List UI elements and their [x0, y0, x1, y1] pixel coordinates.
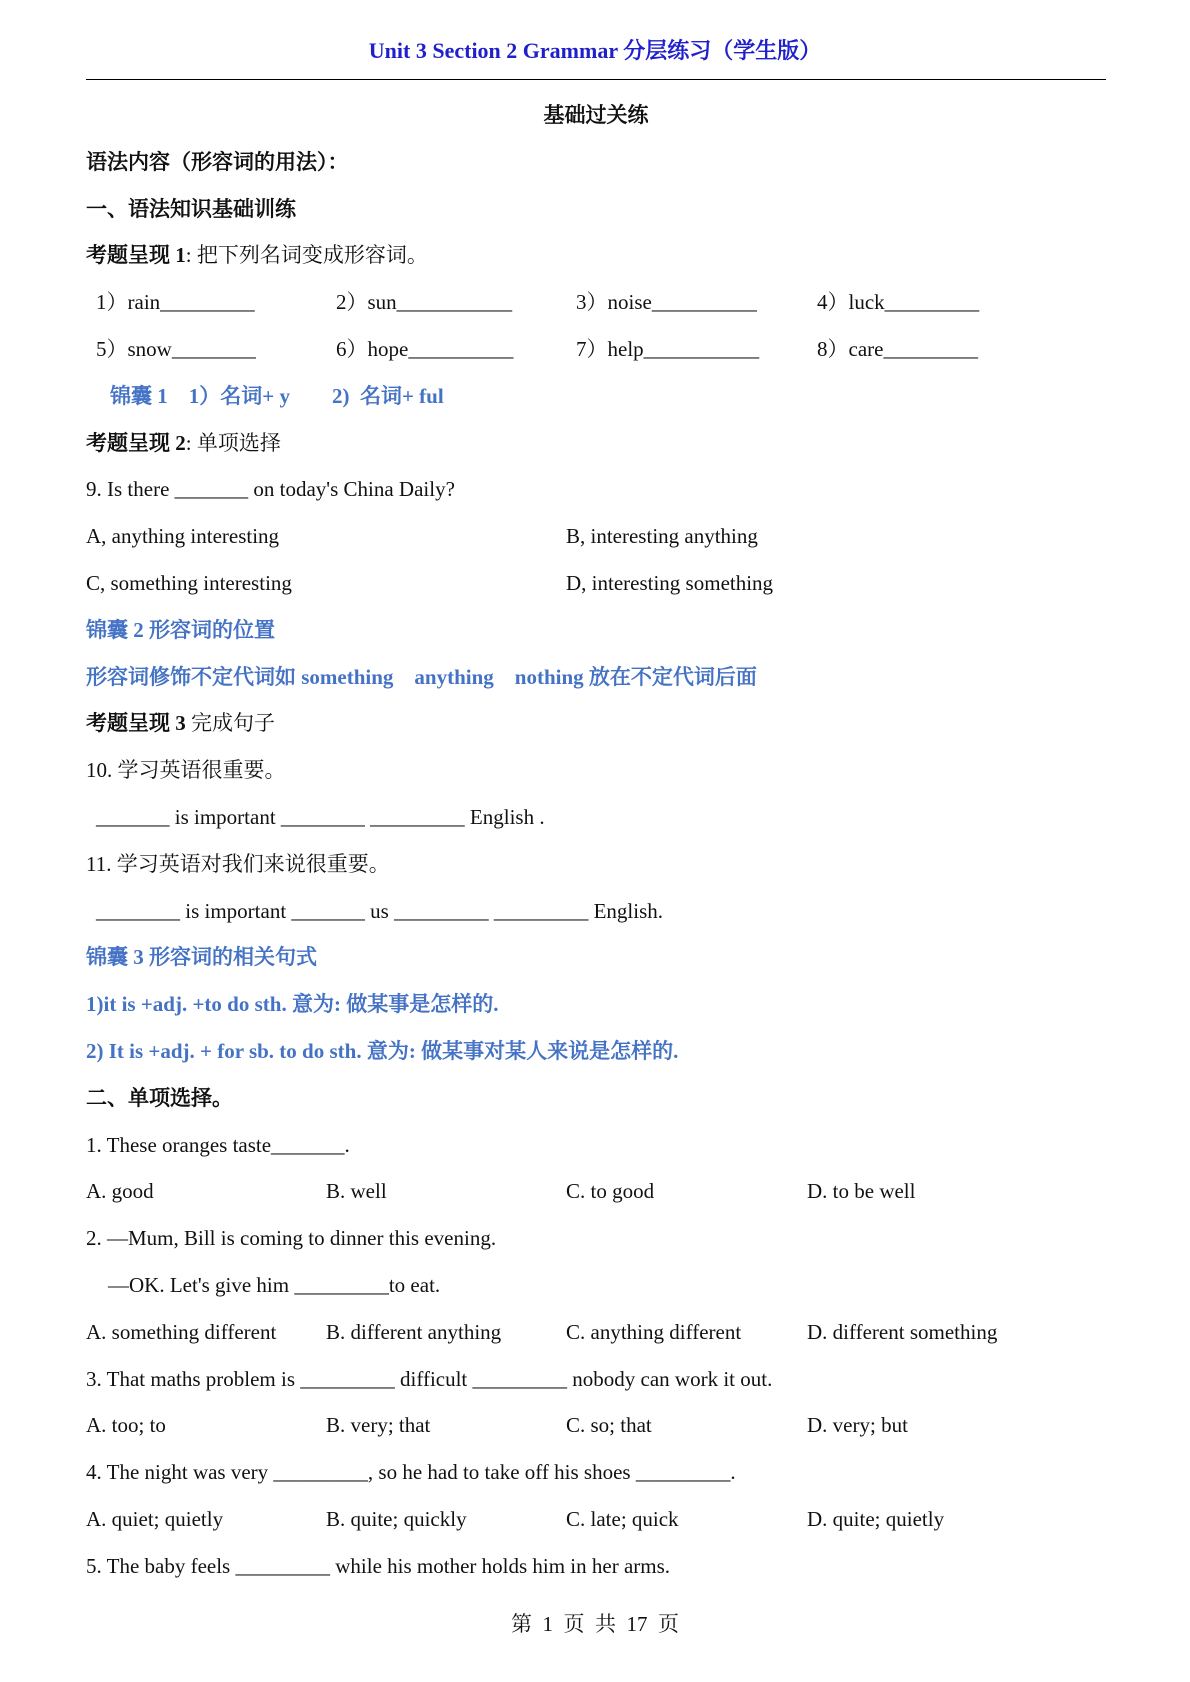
tip2-title: 锦囊 2 形容词的位置	[86, 617, 275, 642]
option: A. something different	[86, 1319, 277, 1344]
grammar-heading: 语法内容（形容词的用法）：	[86, 149, 349, 174]
q1-text: : 把下列名词变成形容词。	[185, 243, 428, 268]
mc-options-row	[86, 1496, 1106, 1543]
q1-item: 8）care_________	[817, 336, 978, 361]
mc-stem: 4. The night was very _________, so he had to take off his shoes _________.	[86, 1460, 736, 1485]
q1-item: 1）rain_________	[96, 290, 255, 315]
option: B. quite; quickly	[326, 1506, 467, 1531]
option: C. late; quick	[566, 1506, 679, 1531]
q1-row-2	[86, 326, 1106, 373]
mc-options-row	[86, 1402, 1106, 1449]
section-title: 基础过关练	[543, 103, 649, 127]
q11-stem: 11. 学习英语对我们来说很重要。	[86, 851, 390, 876]
q3-prompt	[86, 700, 1106, 747]
document-title: Unit 3 Section 2 Grammar 分层练习（学生版）	[368, 38, 822, 63]
mc-stem: 1. These oranges taste_______.	[86, 1132, 350, 1157]
option: C, something interesting	[86, 570, 292, 595]
tip2-text: 形容词修饰不定代词如 something anything nothing 放在不定代词后面	[86, 664, 757, 689]
q9-stem: 9. Is there _______ on today's China Daily?	[86, 477, 455, 502]
option: D, interesting something	[566, 570, 774, 595]
tip3-line: 1)it is +adj. +to do sth. 意为: 做某事是怎样的.	[86, 992, 499, 1017]
q11-answer-line: ________ is important _______ us _________ _________ English.	[96, 898, 663, 923]
option: C. to good	[566, 1179, 655, 1204]
header-divider	[86, 79, 1106, 80]
q1-row-1	[86, 279, 1106, 326]
option: C. anything different	[566, 1319, 742, 1344]
q1-item: 7）help___________	[576, 336, 760, 361]
option: C. so; that	[566, 1413, 652, 1438]
q1-prompt	[86, 232, 1106, 279]
tip3-title: 锦囊 3 形容词的相关句式	[86, 945, 317, 970]
q1-label: 考题呈现 1	[86, 243, 186, 268]
q1-item: 6）hope__________	[336, 336, 514, 361]
q3-text: 完成句子	[185, 711, 275, 736]
option: B. very; that	[326, 1413, 431, 1438]
q10-answer-line: _______ is important ________ _________ English .	[96, 804, 545, 829]
q1-item: 5）snow________	[96, 336, 256, 361]
option: B. well	[326, 1179, 387, 1204]
q9-options-row	[86, 513, 1106, 560]
q9-options-row	[86, 560, 1106, 607]
option: A, anything interesting	[86, 524, 280, 549]
option: A. good	[86, 1179, 154, 1204]
page-number: 第 1 页 共 17 页	[511, 1612, 679, 1636]
q2-label: 考题呈现 2	[86, 430, 186, 455]
q10-stem: 10. 学习英语很重要。	[86, 758, 286, 783]
mc-options-row	[86, 1309, 1106, 1356]
mc-options-row	[86, 1168, 1106, 1215]
option: A. quiet; quietly	[86, 1506, 224, 1531]
option: B, interesting anything	[566, 524, 758, 549]
part2-heading: 二、单项选择。	[86, 1085, 233, 1110]
q1-item: 4）luck_________	[817, 290, 980, 315]
mc-stem: 3. That maths problem is _________ difficult _________ nobody can work it out.	[86, 1366, 773, 1391]
option: D. to be well	[807, 1179, 916, 1204]
part1-heading: 一、语法知识基础训练	[86, 196, 296, 221]
q3-label: 考题呈现 3	[86, 711, 186, 736]
option: B. different anything	[326, 1319, 502, 1344]
q1-item: 3）noise__________	[576, 290, 757, 315]
tip3-line: 2) It is +adj. + for sb. to do sth. 意为: 做某事对某人来说是怎样的.	[86, 1038, 679, 1063]
tip1: 锦囊 1 1）名词+ y 2) 名词+ ful	[110, 383, 444, 408]
option: D. different something	[807, 1319, 998, 1344]
document-body	[86, 92, 1106, 1590]
option: A. too; to	[86, 1413, 166, 1438]
mc-stem-line2: —OK. Let's give him _________to eat.	[108, 1272, 441, 1297]
q2-text: : 单项选择	[185, 430, 281, 455]
option: D. very; but	[807, 1413, 908, 1438]
q2-prompt	[86, 420, 1106, 467]
option: D. quite; quietly	[807, 1506, 945, 1531]
mc-stem: 5. The baby feels _________ while his mother holds him in her arms.	[86, 1553, 671, 1578]
mc-stem: 2. —Mum, Bill is coming to dinner this evening.	[86, 1226, 497, 1251]
q1-item: 2）sun___________	[336, 290, 513, 315]
